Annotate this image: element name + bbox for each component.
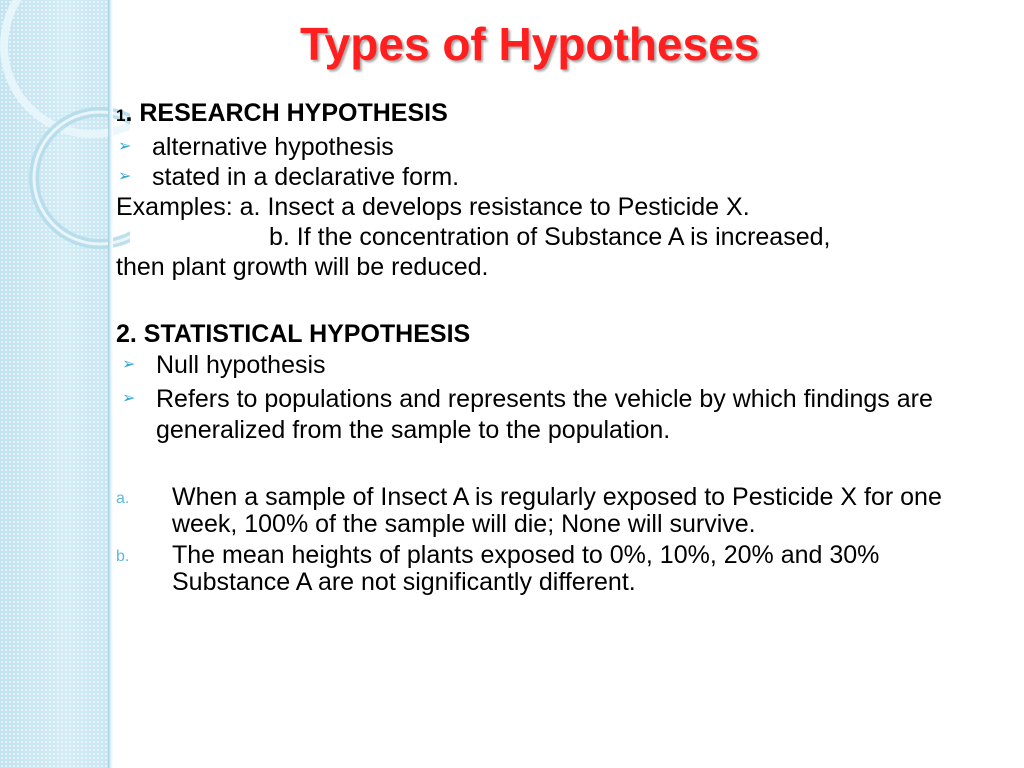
arrowhead-right-icon: ➢	[122, 356, 136, 373]
research-heading-number: 1	[116, 106, 126, 125]
research-bullet-text: alternative hypothesis	[152, 133, 394, 161]
research-heading: 1. RESEARCH HYPOTHESIS	[116, 99, 448, 127]
list-item-text: The mean heights of plants exposed to 0%, 10%, 20% and 30% Substance A are not significantly different.	[172, 541, 880, 596]
list-item	[116, 484, 1002, 538]
statistical-heading: 2. STATISTICAL HYPOTHESIS	[116, 320, 471, 348]
statistical-bullet-text: Null hypothesis	[156, 351, 326, 379]
list-item-marker: b.	[116, 548, 130, 565]
list-item-marker: a.	[116, 490, 130, 507]
spacer	[116, 282, 1006, 318]
spacer	[116, 446, 1006, 484]
research-bullet	[116, 162, 1006, 192]
examples-line: Examples: a. Insect a develops resistance to Pesticide X.	[116, 193, 750, 221]
statistical-bullet-text: Refers to populations and represents the vehicle by which findings are generalized from the sample to the population.	[156, 385, 933, 444]
example-b-line: b. If the concentration of Substance A is increased,	[269, 223, 831, 251]
slide-title: Types of Hypotheses	[300, 18, 760, 70]
example-b-continuation: then plant growth will be reduced.	[116, 253, 489, 281]
arrowhead-right-icon: ➢	[118, 138, 132, 155]
research-bullet-text: stated in a declarative form.	[152, 163, 460, 191]
statistical-bullet	[116, 350, 1006, 380]
panel-edge-divider	[108, 0, 113, 768]
statistical-bullet	[116, 384, 1006, 446]
arrowhead-right-icon: ➢	[122, 390, 136, 407]
research-heading-text: RESEARCH HYPOTHESIS	[139, 99, 448, 127]
list-item-text: When a sample of Insect A is regularly exposed to Pesticide X for one week, 100% of the sample will die; None will survive.	[172, 483, 942, 538]
list-item	[116, 542, 1002, 596]
slide-content	[116, 97, 1006, 596]
arrowhead-right-icon: ➢	[118, 168, 132, 185]
research-bullet	[116, 132, 1006, 162]
